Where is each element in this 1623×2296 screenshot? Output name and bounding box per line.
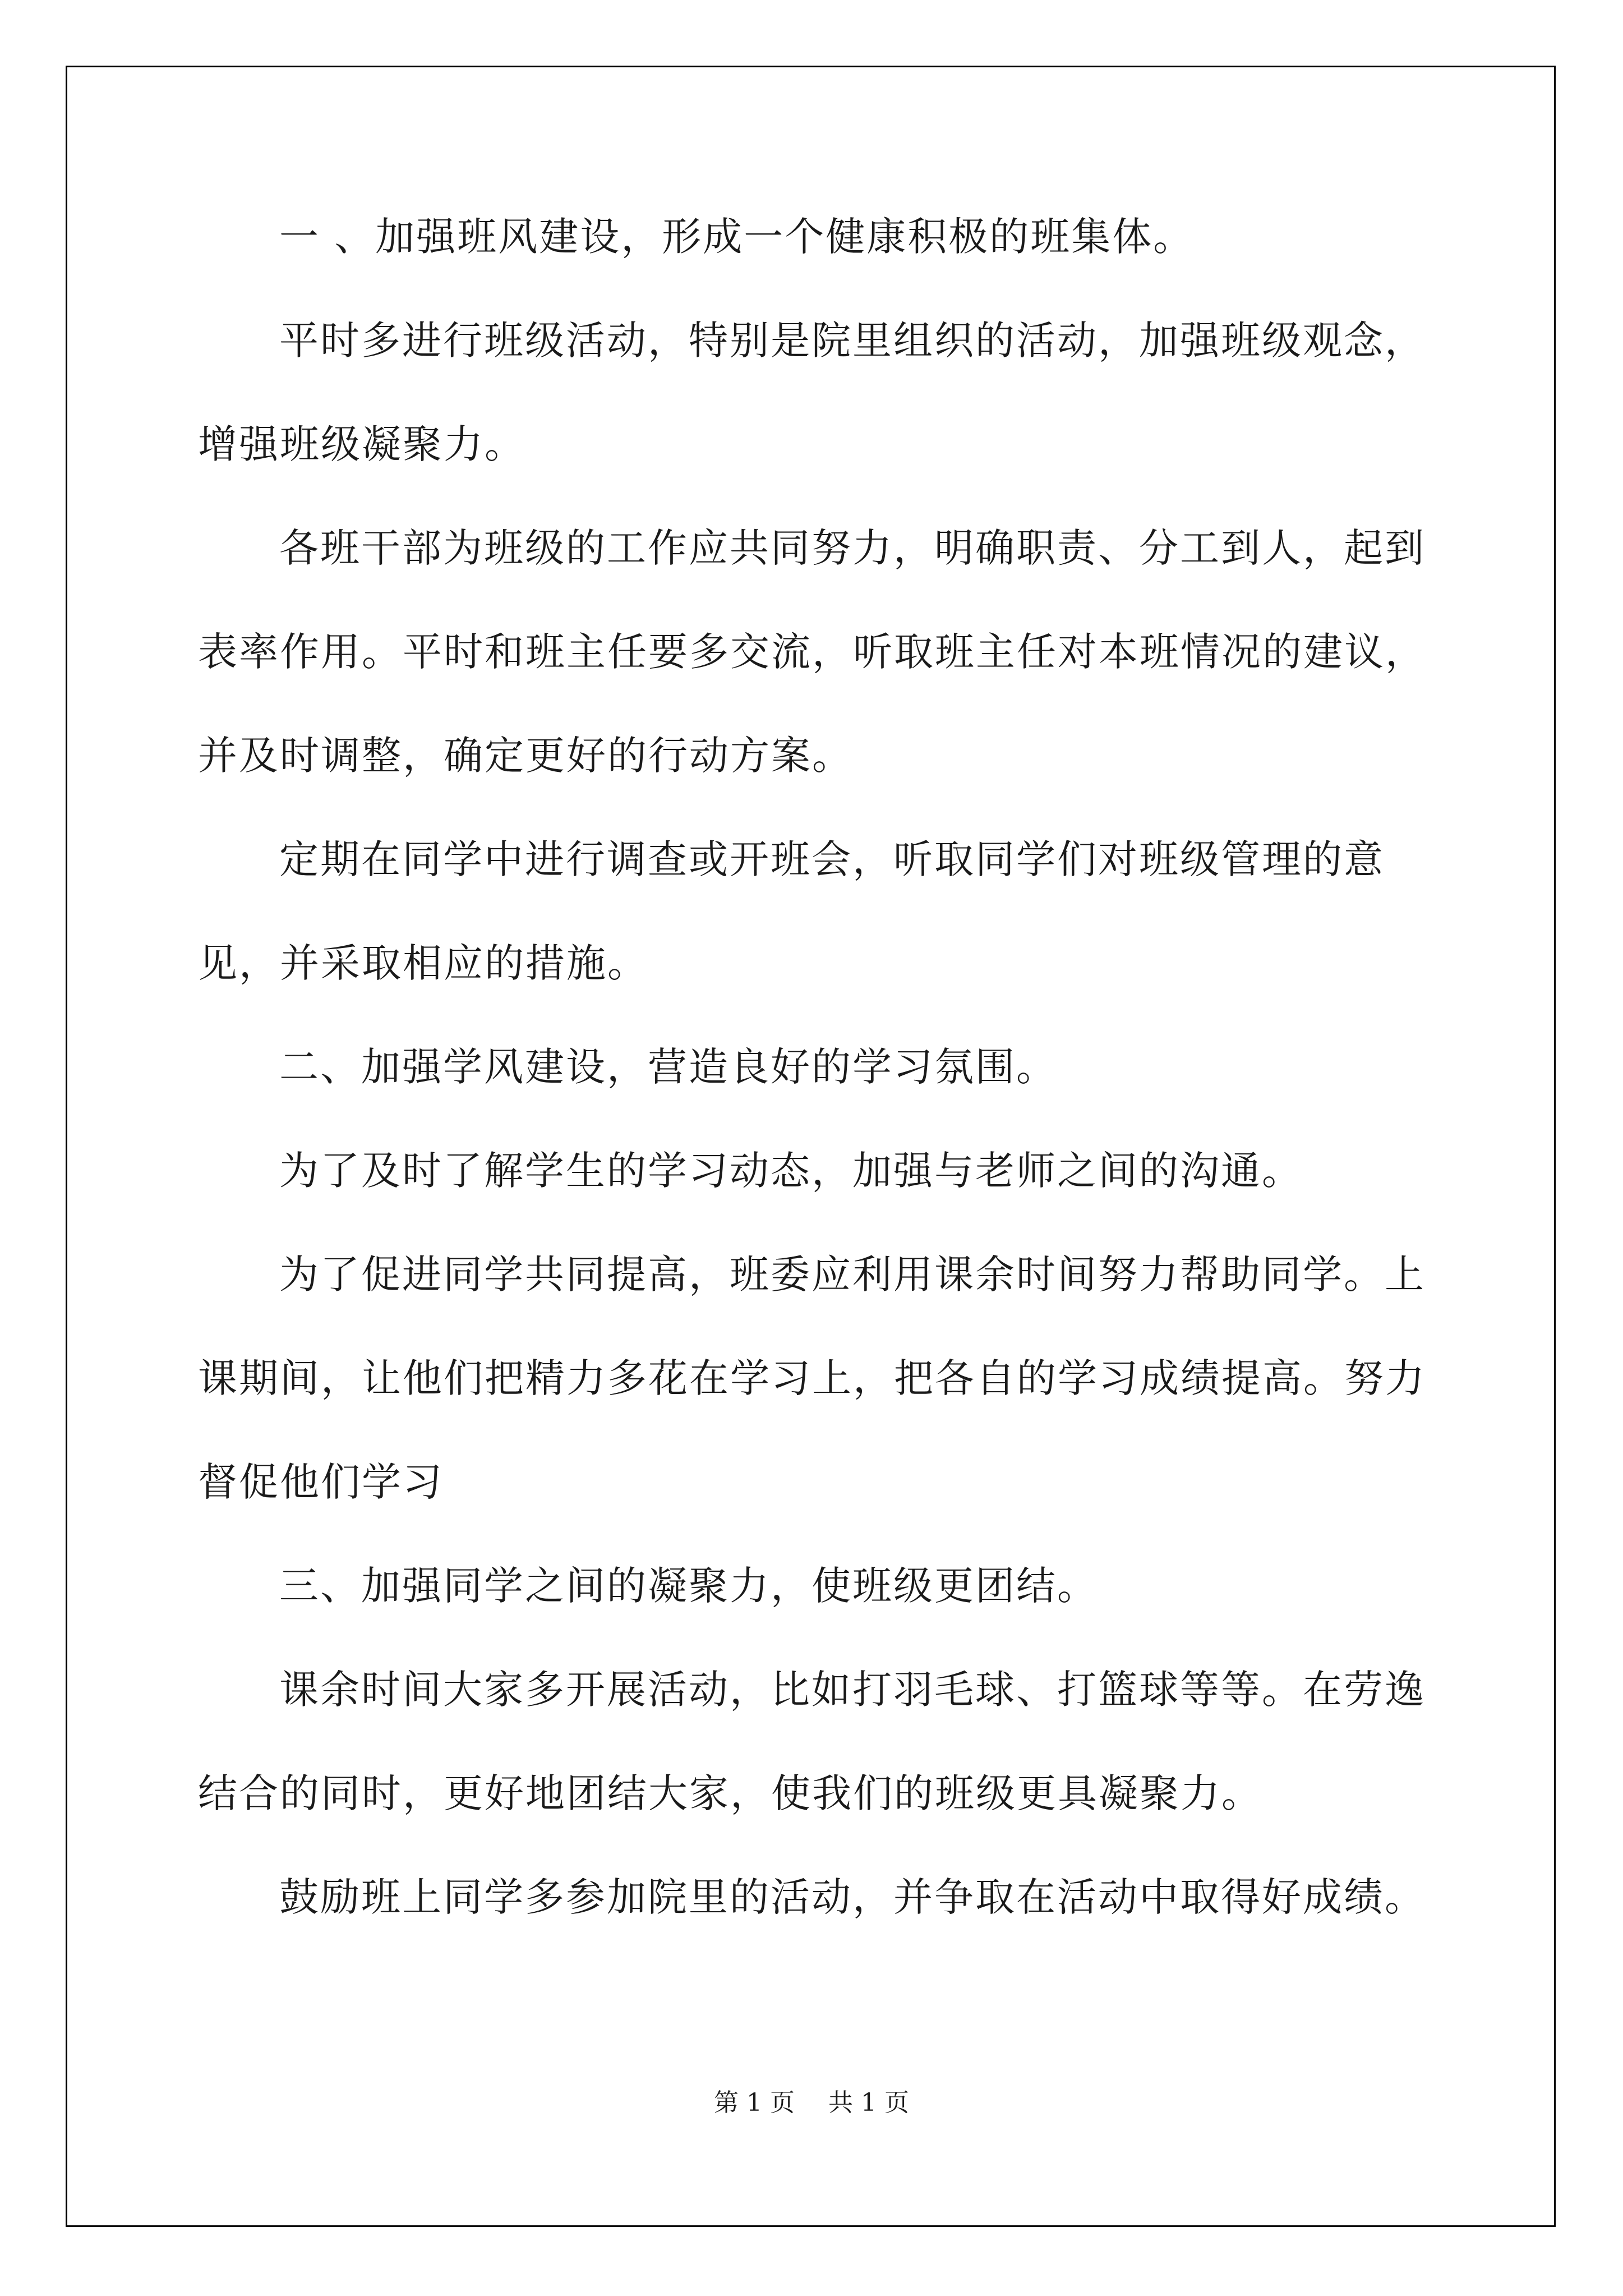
paragraph-heading-3: 三、加强同学之间的凝聚力，使班级更团结。 [279, 1563, 1098, 1609]
paragraph: 鼓励班上同学多参加院里的活动，并争取在活动中取得好成绩。 [279, 1874, 1426, 1920]
page-number: 第 1 页 [714, 2088, 795, 2117]
paragraph: 定期在同学中进行调查或开班会，听取同学们对班级管理的意见，并采取相应的措施。 [198, 836, 1385, 986]
paragraph-heading-1: 一 、加强班风建设，形成一个健康积极的班集体。 [279, 214, 1195, 260]
paragraph-heading-2: 二、加强学风建设，营造良好的学习氛围。 [279, 1044, 1057, 1090]
paragraph: 为了促进同学共同提高，班委应利用课余时间努力帮助同学。上课期间，让他们把精力多花在学习上，把各自的学习成绩提高。努力督促他们学习 [198, 1251, 1426, 1505]
page-footer [0, 2086, 1623, 2120]
page-total: 共 1 页 [828, 2088, 909, 2117]
paragraph: 课余时间大家多开展活动，比如打羽毛球、打篮球等等。在劳逸结合的同时，更好地团结大家，使我们的班级更具凝聚力。 [198, 1667, 1426, 1816]
paragraph: 各班干部为班级的工作应共同努力，明确职责、分工到人，起到表率作用。平时和班主任要多交流，听取班主任对本班情况的建议，并及时调整，确定更好的行动方案。 [198, 525, 1426, 779]
paragraph: 为了及时了解学生的学习动态，加强与老师之间的沟通。 [279, 1148, 1303, 1194]
document-body [198, 185, 1454, 1949]
paragraph: 平时多进行班级活动，特别是院里组织的活动，加强班级观念，增强班级凝聚力。 [198, 318, 1426, 467]
